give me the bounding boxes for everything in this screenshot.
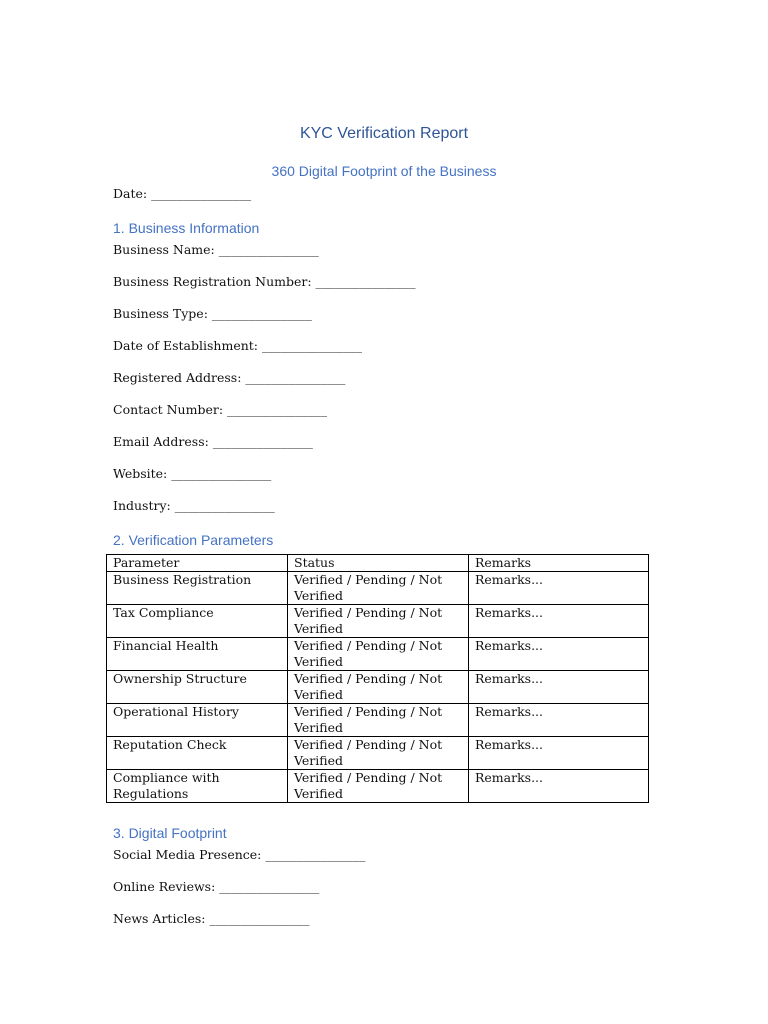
business-name-field[interactable]: Business Name: ________________ xyxy=(113,242,319,257)
registered-address-field[interactable]: Registered Address: ________________ xyxy=(113,370,346,385)
status-cell[interactable]: Verified / Pending / Not Verified xyxy=(288,572,469,605)
remarks-cell[interactable]: Remarks... xyxy=(469,605,649,638)
parameter-cell: Operational History xyxy=(107,704,288,737)
date-of-establishment-field[interactable]: Date of Establishment: ________________ xyxy=(113,338,362,353)
table-row xyxy=(107,737,649,770)
parameter-cell: Reputation Check xyxy=(107,737,288,770)
table-row xyxy=(107,671,649,704)
online-reviews-field[interactable]: Online Reviews: ________________ xyxy=(113,879,320,894)
contact-number-field[interactable]: Contact Number: ________________ xyxy=(113,402,328,417)
column-header-status: Status xyxy=(288,555,469,572)
section-heading-business-information: 1. Business Information xyxy=(113,220,260,236)
section-heading-digital-footprint: 3. Digital Footprint xyxy=(113,825,227,841)
date-field[interactable]: Date: ________________ xyxy=(113,186,252,201)
report-subtitle: 360 Digital Footprint of the Business xyxy=(271,163,497,179)
report-title: KYC Verification Report xyxy=(299,125,469,142)
remarks-cell[interactable]: Remarks... xyxy=(469,638,649,671)
news-articles-field[interactable]: News Articles: ________________ xyxy=(113,911,310,926)
parameter-cell: Ownership Structure xyxy=(107,671,288,704)
email-address-field[interactable]: Email Address: ________________ xyxy=(113,434,313,449)
industry-field[interactable]: Industry: ________________ xyxy=(113,498,275,513)
remarks-cell[interactable]: Remarks... xyxy=(469,572,649,605)
status-cell[interactable]: Verified / Pending / Not Verified xyxy=(288,737,469,770)
business-registration-number-field[interactable]: Business Registration Number: ________________ xyxy=(113,274,416,289)
column-header-parameter: Parameter xyxy=(107,555,288,572)
parameter-cell: Financial Health xyxy=(107,638,288,671)
table-row xyxy=(107,638,649,671)
verification-parameters-table xyxy=(106,554,649,803)
remarks-cell[interactable]: Remarks... xyxy=(469,671,649,704)
status-cell[interactable]: Verified / Pending / Not Verified xyxy=(288,638,469,671)
table-row xyxy=(107,770,649,803)
table-row xyxy=(107,704,649,737)
remarks-cell[interactable]: Remarks... xyxy=(469,737,649,770)
website-field[interactable]: Website: ________________ xyxy=(113,466,272,481)
parameter-cell: Tax Compliance xyxy=(107,605,288,638)
business-type-field[interactable]: Business Type: ________________ xyxy=(113,306,312,321)
status-cell[interactable]: Verified / Pending / Not Verified xyxy=(288,671,469,704)
section-heading-verification-parameters: 2. Verification Parameters xyxy=(113,532,274,548)
remarks-cell[interactable]: Remarks... xyxy=(469,770,649,803)
status-cell[interactable]: Verified / Pending / Not Verified xyxy=(288,704,469,737)
status-cell[interactable]: Verified / Pending / Not Verified xyxy=(288,605,469,638)
table-header-row xyxy=(107,555,649,572)
table-row xyxy=(107,572,649,605)
status-cell[interactable]: Verified / Pending / Not Verified xyxy=(288,770,469,803)
column-header-remarks: Remarks xyxy=(469,555,649,572)
social-media-presence-field[interactable]: Social Media Presence: ________________ xyxy=(113,847,366,862)
parameter-cell: Business Registration xyxy=(107,572,288,605)
table-row xyxy=(107,605,649,638)
parameter-cell: Compliance with Regulations xyxy=(107,770,288,803)
remarks-cell[interactable]: Remarks... xyxy=(469,704,649,737)
